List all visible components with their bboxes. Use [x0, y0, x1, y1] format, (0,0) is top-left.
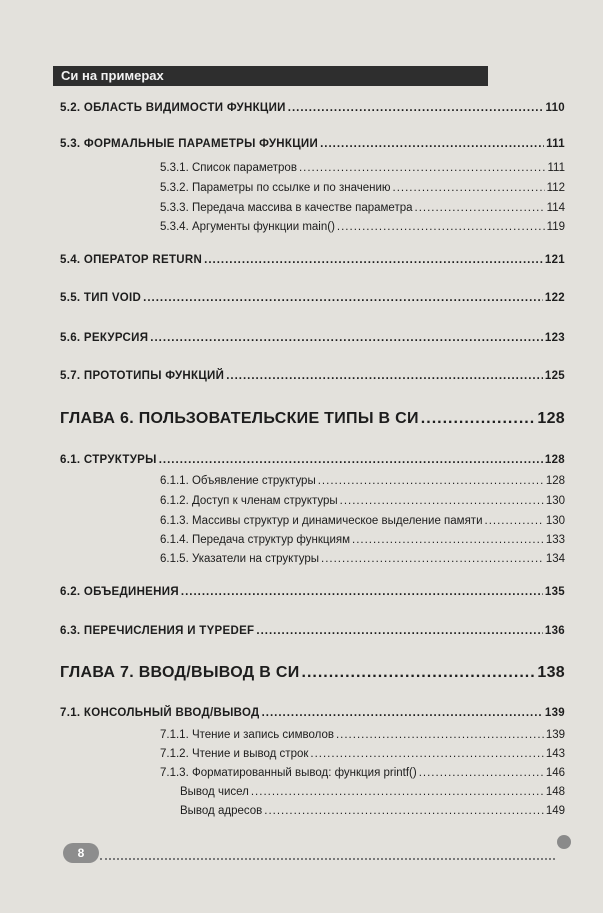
toc-entry-label: 5.3.2. Параметры по ссылке и по значению	[160, 182, 391, 194]
circle-bullet-icon	[557, 835, 571, 849]
toc-entry-page: 125	[544, 370, 565, 382]
toc-entry-page: 133	[545, 534, 565, 546]
toc-entry-page: 121	[544, 254, 565, 266]
toc-entry-label: 7.1.1. Чтение и запись символов	[160, 729, 334, 741]
toc-entry[interactable]	[160, 748, 565, 760]
toc-entry[interactable]	[160, 515, 565, 527]
leader-dots	[340, 495, 544, 507]
toc-entry[interactable]	[160, 221, 565, 233]
toc-entry-page: 122	[544, 292, 565, 304]
toc-entry[interactable]	[160, 495, 565, 507]
toc-entry-label: ГЛАВА 7. ВВОД/ВЫВОД В СИ	[60, 664, 300, 681]
toc-entry[interactable]	[160, 534, 565, 546]
toc-entry-label: 6.3. ПЕРЕЧИСЛЕНИЯ И TYPEDEF	[60, 625, 255, 637]
toc-entry[interactable]	[160, 553, 565, 565]
toc-entry-label: 5.3.1. Список параметров	[160, 162, 297, 174]
leader-dots	[264, 805, 544, 817]
leader-dots	[302, 664, 536, 682]
toc-entry-label: 5.6. РЕКУРСИЯ	[60, 332, 149, 344]
toc-entry-page: 111	[546, 138, 565, 150]
leader-dots	[256, 625, 543, 637]
toc-chapter-entry[interactable]	[60, 410, 565, 428]
toc-entry[interactable]	[60, 102, 565, 114]
toc-entry[interactable]	[160, 767, 565, 779]
toc-entry-page: 123	[544, 332, 565, 344]
leader-dots	[337, 221, 545, 233]
leader-dots	[352, 534, 544, 546]
leader-dots	[288, 102, 544, 114]
leader-dots	[415, 202, 545, 214]
page-number-badge	[63, 843, 99, 863]
toc-entry-page: 135	[544, 586, 565, 598]
toc-entry-page: 143	[545, 748, 565, 760]
toc-entry-label: 6.1.4. Передача структур функциям	[160, 534, 351, 546]
toc-entry[interactable]	[60, 370, 565, 382]
leader-dots	[181, 586, 543, 598]
toc-entry-page: 110	[545, 102, 565, 114]
leader-dots	[150, 332, 543, 344]
toc-entry-label: 5.7. ПРОТОТИПЫ ФУНКЦИЙ	[60, 370, 225, 382]
toc-entry-label: Вывод чисел	[180, 786, 249, 798]
toc-entry[interactable]	[60, 332, 565, 344]
toc-entry-page: 139	[545, 729, 565, 741]
leader-dots	[393, 182, 545, 194]
toc-entry-page: 146	[545, 767, 565, 779]
leader-dots	[320, 138, 544, 150]
toc-entry[interactable]	[160, 162, 565, 174]
leader-dots	[321, 553, 544, 565]
toc-entry-page: 149	[545, 805, 565, 817]
toc-entry-page: 119	[546, 221, 565, 233]
toc-entry-label: 5.4. ОПЕРАТОР RETURN	[60, 254, 203, 266]
leader-dots	[299, 162, 546, 174]
toc-entry-label: 5.3.3. Передача массива в качестве параметра	[160, 202, 413, 214]
leader-dots	[204, 254, 543, 266]
toc-entry[interactable]	[160, 202, 565, 214]
leader-dots	[419, 767, 544, 779]
toc-entry-label: 5.3. ФОРМАЛЬНЫЕ ПАРАМЕТРЫ ФУНКЦИИ	[60, 138, 319, 150]
leader-dots	[318, 475, 544, 487]
toc-entry-label: 7.1.2. Чтение и вывод строк	[160, 748, 309, 760]
toc-entry-page: 114	[546, 202, 565, 214]
toc-entry[interactable]	[60, 292, 565, 304]
toc-entry-page: 128	[537, 410, 565, 427]
toc-entry-label: 5.2. ОБЛАСТЬ ВИДИМОСТИ ФУНКЦИИ	[60, 102, 286, 114]
toc-entry-page: 139	[544, 707, 565, 719]
leader-dots	[310, 748, 543, 760]
toc-chapter-entry[interactable]	[60, 664, 565, 682]
toc-entry[interactable]	[60, 138, 565, 150]
toc-entry-label: ГЛАВА 6. ПОЛЬЗОВАТЕЛЬСКИЕ ТИПЫ В СИ	[60, 410, 419, 427]
toc-entry-label: 5.3.4. Аргументы функции main()	[160, 221, 335, 233]
toc-entry-page: 136	[544, 625, 565, 637]
leader-dots	[485, 515, 544, 527]
toc-entry[interactable]	[180, 805, 565, 817]
toc-entry-page: 148	[545, 786, 565, 798]
leader-dots	[143, 292, 543, 304]
toc-entry-label: 7.1. КОНСОЛЬНЫЙ ВВОД/ВЫВОД	[60, 707, 260, 719]
leader-dots	[251, 786, 544, 798]
toc-entry[interactable]	[60, 625, 565, 637]
toc-entry-page: 112	[546, 182, 565, 194]
leader-dots	[159, 454, 543, 466]
toc-entry-page: 130	[545, 495, 565, 507]
toc-entry[interactable]	[60, 454, 565, 466]
toc-entry-label: 5.5. ТИП VOID	[60, 292, 142, 304]
toc-entry[interactable]	[160, 475, 565, 487]
toc-entry-label: 6.2. ОБЪЕДИНЕНИЯ	[60, 586, 179, 598]
toc-entry-label: 6.1.1. Объявление структуры	[160, 475, 316, 487]
toc-entry-label: 6.1.5. Указатели на структуры	[160, 553, 320, 565]
toc-entry-label: 7.1.3. Форматированный вывод: функция printf()	[160, 767, 417, 779]
toc-entry[interactable]	[160, 729, 565, 741]
toc-entry-page: 128	[544, 454, 565, 466]
toc-entry-page: 128	[545, 475, 565, 487]
page-number: 8	[77, 846, 85, 860]
toc-entry-label: 6.1.3. Массивы структур и динамическое выделение памяти	[160, 515, 483, 527]
toc-entry-label: 6.1.2. Доступ к членам структуры	[160, 495, 338, 507]
book-title: Си на примерах	[61, 68, 164, 83]
leader-dots	[226, 370, 543, 382]
toc-entry-page: 130	[545, 515, 565, 527]
leader-dots	[421, 410, 536, 428]
toc-entry-label: Вывод адресов	[180, 805, 263, 817]
toc-entry[interactable]	[60, 586, 565, 598]
toc-entry-label: 6.1. СТРУКТУРЫ	[60, 454, 157, 466]
leader-dots	[262, 707, 543, 719]
footer-divider	[100, 848, 555, 860]
toc-entry[interactable]	[160, 182, 565, 194]
toc-entry-page: 138	[537, 664, 565, 681]
toc-entry-page: 134	[545, 553, 565, 565]
toc-entry-page: 111	[547, 162, 565, 174]
leader-dots	[336, 729, 544, 741]
toc-entry[interactable]	[180, 786, 565, 798]
toc-entry[interactable]	[60, 254, 565, 266]
toc-entry[interactable]	[60, 707, 565, 719]
